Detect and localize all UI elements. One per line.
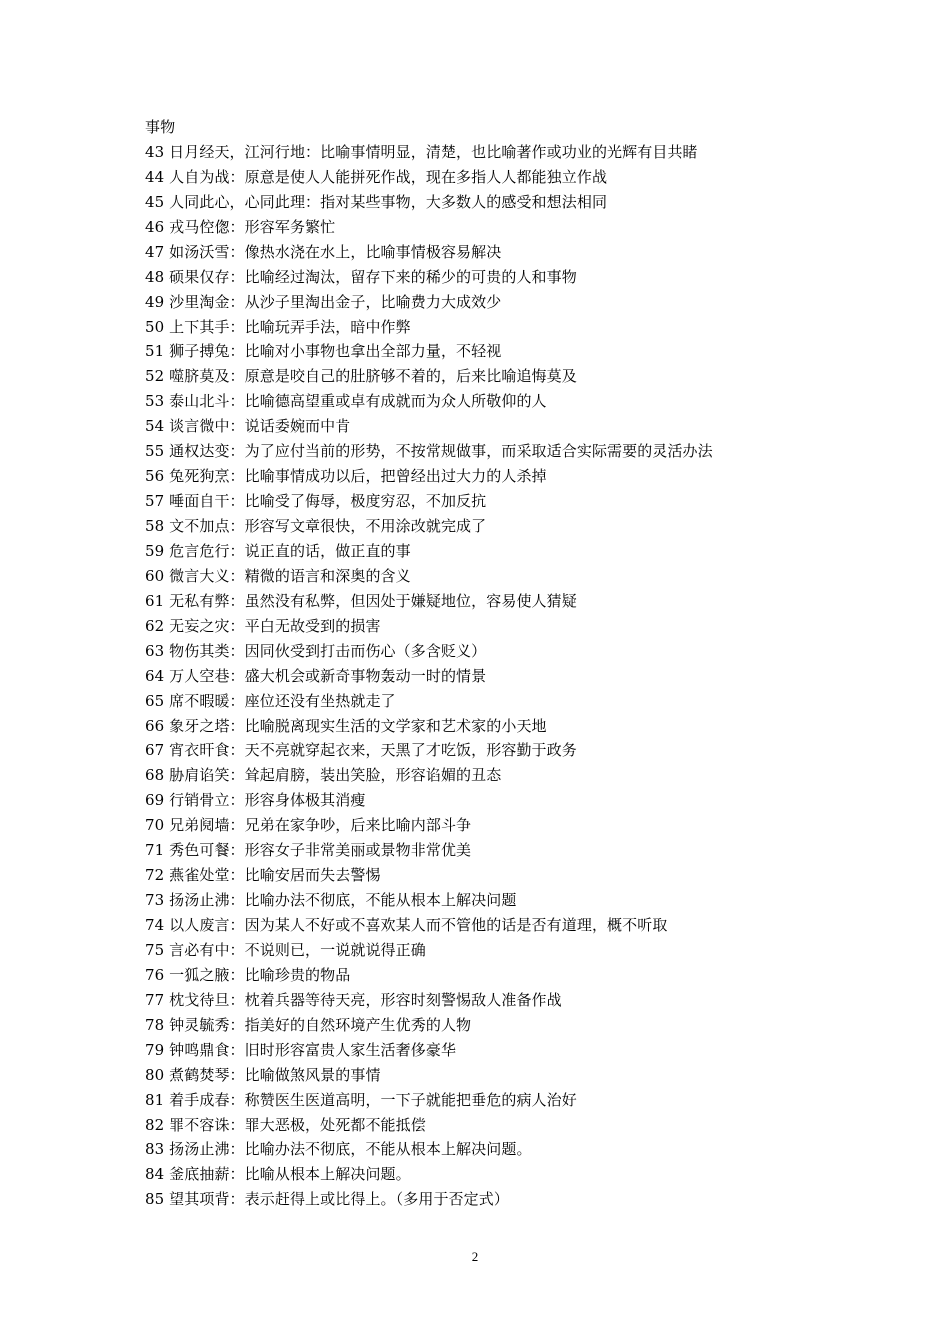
idiom-entry: 61 无私有弊：虽然没有私弊，但因处于嫌疑地位，容易使人猜疑 [145,591,577,610]
idiom-entry: 67 宵衣旰食：天不亮就穿起衣来，天黑了才吃饭，形容勤于政务 [145,741,577,760]
idiom-entry: 81 着手成春：称赞医生医道高明，一下子就能把垂危的病人治好 [145,1090,577,1109]
idiom-entry: 51 狮子搏兔：比喻对小事物也拿出全部力量，不轻视 [145,342,502,361]
idiom-entry: 77 枕戈待旦：枕着兵器等待天亮，形容时刻警惕敌人准备作战 [145,990,562,1009]
idiom-entry: 50 上下其手：比喻玩弄手法，暗中作弊 [145,317,411,336]
idiom-entry: 59 危言危行：说正直的话，做正直的事 [145,541,411,560]
document-body [145,115,845,1212]
idiom-entry: 84 釜底抽薪：比喻从根本上解决问题。 [145,1165,411,1184]
idiom-entry: 65 席不暇暖：座位还没有坐热就走了 [145,691,396,710]
idiom-entry: 46 戎马倥偬：形容军务繁忙 [145,217,336,236]
idiom-entry: 64 万人空巷：盛大机会或新奇事物轰动一时的情景 [145,666,487,685]
idiom-entry: 66 象牙之塔：比喻脱离现实生活的文学家和艺术家的小天地 [145,716,547,735]
idiom-entry: 49 沙里淘金：从沙子里淘出金子，比喻费力大成效少 [145,292,502,311]
idiom-entry: 43 日月经天，江河行地：比喻事情明显，清楚，也比喻著作或功业的光辉有目共睹 [145,142,698,161]
idiom-entry: 73 扬汤止沸：比喻办法不彻底，不能从根本上解决问题 [145,891,517,910]
idiom-entry: 79 钟鸣鼎食：旧时形容富贵人家生活奢侈豪华 [145,1040,457,1059]
idiom-entry: 76 一狐之腋：比喻珍贵的物品 [145,965,351,984]
idiom-entry: 54 谈言微中：说话委婉而中肯 [145,417,351,436]
idiom-entry: 57 唾面自干：比喻受了侮辱，极度穷忍，不加反抗 [145,492,487,511]
idiom-entry: 70 兄弟阋墙：兄弟在家争吵，后来比喻内部斗争 [145,816,472,835]
idiom-entry: 75 言必有中：不说则已，一说就说得正确 [145,940,426,959]
idiom-entry: 74 以人废言：因为某人不好或不喜欢某人而不管他的话是否有道理，概不听取 [145,916,668,934]
idiom-entry: 53 泰山北斗：比喻德高望重或卓有成就而为众人所敬仰的人 [145,392,547,411]
idiom-entry: 47 如汤沃雪：像热水浇在水上，比喻事情极容易解决 [145,242,502,261]
idiom-entry: 82 罪不容诛：罪大恶极，处死都不能抵偿 [145,1115,426,1134]
idiom-entry: 83 扬汤止沸：比喻办法不彻底，不能从根本上解决问题。 [145,1140,532,1159]
idiom-entry: 55 通权达变：为了应付当前的形势，不按常规做事，而采取适合实际需要的灵活办法 [145,442,713,461]
idiom-entry: 45 人同此心，心同此理：指对某些事物，大多数人的感受和想法相同 [145,192,608,211]
idiom-entry: 63 物伤其类：因同伙受到打击而伤心（多含贬义） [145,641,487,660]
idiom-entry: 71 秀色可餐：形容女子非常美丽或景物非常优美 [145,841,472,860]
idiom-entry: 44 人自为战：原意是使人人能拼死作战，现在多指人人都能独立作战 [145,167,608,186]
idiom-entry: 80 煮鹤焚琴：比喻做煞风景的事情 [145,1065,381,1084]
idiom-entry: 85 望其项背：表示赶得上或比得上。（多用于否定式） [145,1190,509,1209]
idiom-entry: 62 无妄之灾：平白无故受到的损害 [145,616,381,635]
section-continuation-text: 事物 [145,118,176,136]
idiom-entry: 72 燕雀处堂：比喻安居而失去警惕 [145,866,381,885]
idiom-entry: 56 兔死狗烹：比喻事情成功以后，把曾经出过大力的人杀掉 [145,467,547,486]
idiom-entry: 68 胁肩谄笑：耸起肩膀，装出笑脸，形容谄媚的丑态 [145,766,502,785]
idiom-entry: 48 硕果仅存：比喻经过淘汰，留存下来的稀少的可贵的人和事物 [145,267,577,286]
idiom-entry: 69 行销骨立：形容身体极其消瘦 [145,791,366,810]
page-number: 2 [471,1249,479,1264]
idiom-entry: 60 微言大义：精微的语言和深奥的含义 [145,566,411,585]
idiom-entry: 78 钟灵毓秀：指美好的自然环境产生优秀的人物 [145,1015,472,1034]
idiom-entry: 52 噬脐莫及：原意是咬自己的肚脐够不着的，后来比喻追悔莫及 [145,367,577,386]
idiom-entry: 58 文不加点：形容写文章很快，不用涂改就完成了 [145,517,487,535]
